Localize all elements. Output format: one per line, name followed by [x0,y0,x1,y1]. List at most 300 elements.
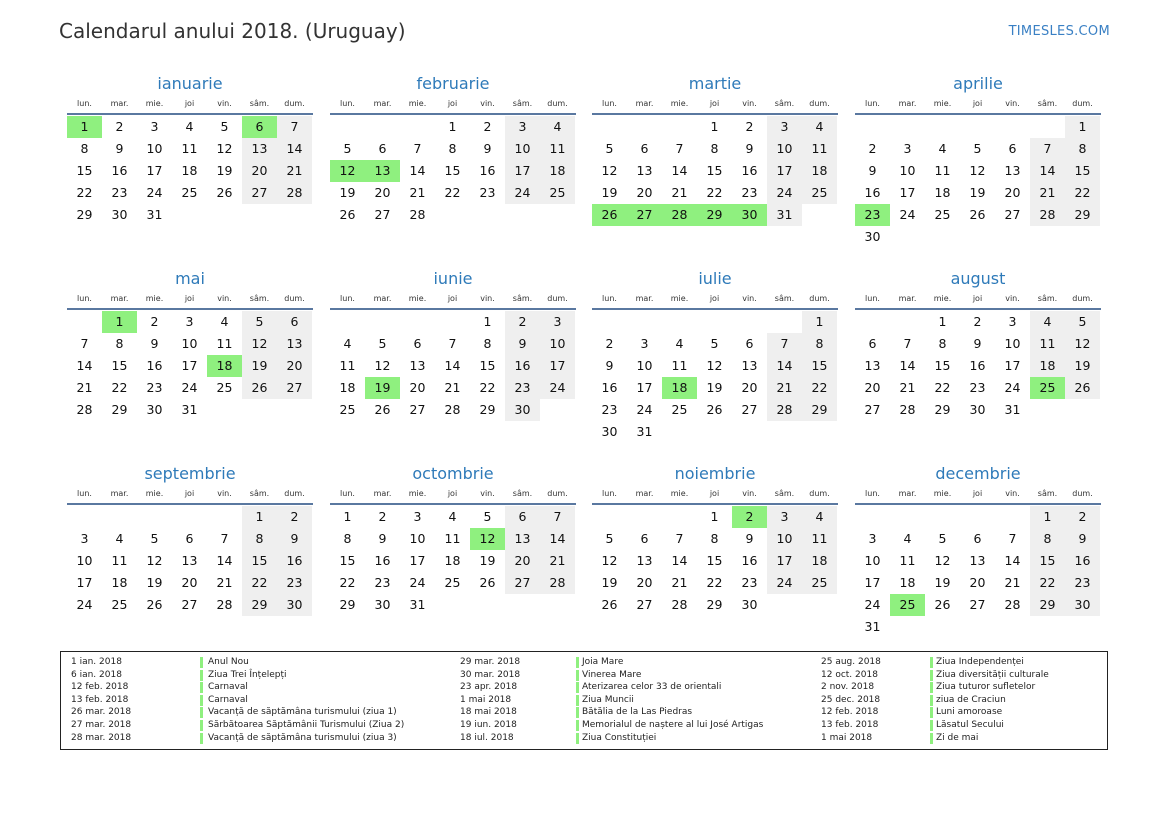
day-cell: 6 [413,336,422,351]
legend-date: 25 aug. 2018 [821,657,881,667]
day-cell: 11 [181,141,198,156]
day-cell: 30 [601,424,618,439]
day-cell: 2 [277,506,312,528]
empty-cell [627,506,662,528]
day-cell: 5 [973,141,982,156]
legend-date: 30 mar. 2018 [460,669,521,680]
weekday-label: sâm. [512,294,533,303]
empty-cell [767,311,802,333]
day-cell: 3 [1008,314,1017,329]
weekday-label: vin. [217,489,232,498]
day-cell: 17 [409,553,426,568]
empty-cell [102,506,137,528]
day-cell: 8 [1030,528,1065,550]
legend-date: 28 mar. 2018 [71,732,132,743]
empty-cell [662,116,697,138]
day-cell: 18 [444,553,461,568]
day-cell: 30 [505,399,540,421]
days-grid [855,116,1101,248]
legend-holiday-name: Ziua Independenței [936,657,1024,667]
day-cell: 9 [115,141,124,156]
month-decembrie [855,465,1101,638]
weekday-label: sâm. [512,489,533,498]
day-cell: 4 [448,509,457,524]
holiday-day: 12 [470,528,505,550]
day-cell: 4 [903,531,912,546]
weekday-label: lun. [77,489,92,498]
empty-cell [627,311,662,333]
day-cell: 29 [339,597,356,612]
day-cell: 28 [277,182,312,204]
month-septembrie [67,465,313,616]
days-grid [67,116,313,226]
weekday-label: sâm. [1037,99,1058,108]
legend-holiday-name: Joia Mare [582,657,624,667]
month-februarie [330,75,576,226]
weekday-label: lun. [602,489,617,498]
day-cell: 14 [767,355,802,377]
day-cell: 6 [868,336,877,351]
days-grid [592,311,838,443]
weekday-label: joi [972,489,983,498]
day-cell: 2 [1065,506,1100,528]
day-cell: 5 [605,141,614,156]
weekday-label: lun. [602,99,617,108]
day-cell: 21 [1030,182,1065,204]
weekday-label: sâm. [774,489,795,498]
day-cell: 15 [1065,160,1100,182]
day-cell: 11 [671,358,688,373]
day-cell: 20 [864,380,881,395]
month-name: octombrie [412,464,494,483]
day-cell: 20 [741,380,758,395]
empty-cell [697,311,732,333]
day-cell: 18 [111,575,128,590]
day-cell: 13 [409,358,426,373]
legend-date: 1 mai 2018 [821,732,873,743]
empty-cell [435,311,470,333]
day-cell: 16 [505,355,540,377]
day-cell: 11 [934,163,951,178]
holiday-day: 28 [662,204,697,226]
day-cell: 2 [150,314,159,329]
weekday-label: joi [709,489,720,498]
empty-cell [172,506,207,528]
holiday-day: 23 [855,204,890,226]
day-cell: 29 [706,597,723,612]
day-cell: 7 [767,333,802,355]
empty-cell [662,311,697,333]
legend-date: 18 iul. 2018 [460,732,514,743]
weekday-header [855,99,1101,115]
legend-color-bar [930,657,933,668]
weekday-label: mar. [110,294,129,303]
day-cell: 6 [505,506,540,528]
day-cell: 17 [146,163,163,178]
weekday-label: mie. [670,294,689,303]
day-cell: 14 [540,528,575,550]
day-cell: 15 [339,553,356,568]
day-cell: 29 [76,207,93,222]
day-cell: 1 [483,314,492,329]
day-cell: 17 [767,160,802,182]
day-cell: 23 [146,380,163,395]
holiday-day: 12 [330,160,365,182]
empty-cell [732,311,767,333]
day-cell: 26 [216,185,233,200]
day-cell: 16 [146,358,163,373]
day-cell: 2 [378,509,387,524]
legend-date: 23 apr. 2018 [460,682,518,693]
weekday-header [67,294,313,310]
day-cell: 9 [505,333,540,355]
day-cell: 21 [767,377,802,399]
day-cell: 3 [150,119,159,134]
weekday-label: mar. [635,294,654,303]
day-cell: 4 [540,116,575,138]
day-cell: 9 [483,141,492,156]
day-cell: 4 [1030,311,1065,333]
day-cell: 8 [343,531,352,546]
weekday-label: joi [972,294,983,303]
day-cell: 11 [540,138,575,160]
day-cell: 10 [409,531,426,546]
day-cell: 25 [802,572,837,594]
day-cell: 20 [505,550,540,572]
day-cell: 11 [216,336,233,351]
day-cell: 3 [505,116,540,138]
day-cell: 17 [767,550,802,572]
day-cell: 20 [636,185,653,200]
day-cell: 18 [540,160,575,182]
weekday-label: mie. [670,489,689,498]
day-cell: 11 [802,528,837,550]
empty-cell [207,506,242,528]
day-cell: 25 [802,182,837,204]
weekday-label: mar. [898,489,917,498]
day-cell: 13 [636,163,653,178]
weekday-label: dum. [1072,489,1093,498]
day-cell: 26 [934,597,951,612]
day-cell: 18 [802,160,837,182]
legend-date: 26 mar. 2018 [71,707,132,718]
day-cell: 14 [899,358,916,373]
day-cell: 20 [181,575,198,590]
month-name: mai [175,269,205,288]
legend-date: 25 dec. 2018 [821,694,881,705]
day-cell: 30 [277,594,312,616]
empty-cell [627,116,662,138]
day-cell: 24 [76,597,93,612]
day-cell: 3 [185,314,194,329]
empty-cell [592,311,627,333]
day-cell: 31 [181,402,198,417]
empty-cell [960,116,995,138]
day-cell: 3 [903,141,912,156]
legend-date: 1 ian. 2018 [71,657,122,667]
day-cell: 1 [802,311,837,333]
weekday-label: lun. [340,99,355,108]
day-cell: 4 [938,141,947,156]
day-cell: 19 [242,355,277,377]
weekday-label: vin. [480,99,495,108]
day-cell: 13 [864,358,881,373]
day-cell: 12 [601,163,618,178]
day-cell: 1 [710,509,719,524]
day-cell: 21 [277,160,312,182]
weekday-label: lun. [865,99,880,108]
day-cell: 14 [671,553,688,568]
day-cell: 3 [868,531,877,546]
day-cell: 2 [115,119,124,134]
day-cell: 7 [675,141,684,156]
day-cell: 3 [767,116,802,138]
month-name: septembrie [144,464,236,483]
day-cell: 15 [444,163,461,178]
day-cell: 23 [969,380,986,395]
empty-cell [592,506,627,528]
weekday-label: mar. [635,99,654,108]
day-cell: 17 [181,358,198,373]
day-cell: 30 [111,207,128,222]
day-cell: 12 [216,141,233,156]
day-cell: 13 [505,528,540,550]
day-cell: 19 [969,185,986,200]
day-cell: 30 [146,402,163,417]
day-cell: 16 [969,358,986,373]
day-cell: 19 [601,575,618,590]
day-cell: 3 [540,311,575,333]
day-cell: 4 [343,336,352,351]
day-cell: 18 [339,380,356,395]
day-cell: 12 [146,553,163,568]
day-cell: 31 [636,424,653,439]
weekday-label: vin. [742,99,757,108]
legend-date: 2 nov. 2018 [821,682,875,693]
weekday-label: sâm. [1037,294,1058,303]
days-grid [330,311,576,421]
days-grid [592,506,838,616]
weekday-label: dum. [284,489,305,498]
weekday-label: sâm. [249,294,270,303]
day-cell: 8 [80,141,89,156]
empty-cell [662,506,697,528]
day-cell: 24 [505,182,540,204]
legend-color-bar [200,670,203,681]
legend-holiday-name: Ziua tuturor sufletelor [936,682,1036,693]
day-cell: 10 [540,333,575,355]
day-cell: 11 [111,553,128,568]
month-name: ianuarie [157,74,223,93]
day-cell: 25 [671,402,688,417]
day-cell: 14 [216,553,233,568]
day-cell: 10 [181,336,198,351]
weekday-label: lun. [602,294,617,303]
weekday-header [67,489,313,505]
day-cell: 29 [479,402,496,417]
day-cell: 22 [706,575,723,590]
day-cell: 20 [374,185,391,200]
legend-holiday-name: Anul Nou [208,657,249,667]
day-cell: 21 [216,575,233,590]
month-august [855,270,1101,421]
day-cell: 17 [899,185,916,200]
day-cell: 27 [374,207,391,222]
legend-holiday-name: Luni amoroase [936,707,1003,718]
day-cell: 28 [767,399,802,421]
day-cell: 22 [444,185,461,200]
weekday-label: joi [447,294,458,303]
days-grid [330,116,576,226]
day-cell: 10 [146,141,163,156]
empty-cell [890,506,925,528]
day-cell: 15 [934,358,951,373]
weekday-label: mie. [145,489,164,498]
day-cell: 27 [636,597,653,612]
days-grid [330,506,576,616]
day-cell: 8 [710,141,719,156]
empty-cell [67,506,102,528]
page-title: Calendarul anului 2018. (Uruguay) [59,19,406,43]
day-cell: 24 [767,572,802,594]
day-cell: 4 [675,336,684,351]
day-cell: 17 [76,575,93,590]
weekday-label: dum. [547,294,568,303]
day-cell: 16 [741,553,758,568]
day-cell: 7 [413,141,422,156]
day-cell: 6 [973,531,982,546]
month-octombrie [330,465,576,616]
legend-color-bar [930,670,933,681]
day-cell: 16 [374,553,391,568]
day-cell: 9 [277,528,312,550]
day-cell: 5 [938,531,947,546]
day-cell: 19 [706,380,723,395]
day-cell: 9 [868,163,877,178]
weekday-label: sâm. [249,489,270,498]
day-cell: 6 [640,141,649,156]
day-cell: 2 [973,314,982,329]
legend-color-bar [576,695,579,706]
day-cell: 21 [671,575,688,590]
day-cell: 22 [111,380,128,395]
day-cell: 15 [111,358,128,373]
weekday-label: mar. [373,99,392,108]
legend-color-bar [576,720,579,731]
brand-link[interactable]: TIMESLES.COM [1008,24,1110,39]
day-cell: 3 [640,336,649,351]
empty-cell [330,311,365,333]
day-cell: 28 [409,207,426,222]
empty-cell [400,116,435,138]
legend-holiday-name: Carnaval [208,682,248,693]
day-cell: 11 [899,553,916,568]
legend-date: 12 feb. 2018 [821,707,879,718]
month-name: august [950,269,1006,288]
day-cell: 30 [864,229,881,244]
day-cell: 26 [479,575,496,590]
month-aprilie [855,75,1101,248]
legend-holiday-name: ziua de Craciun [936,694,1006,705]
day-cell: 14 [671,163,688,178]
month-iunie [330,270,576,421]
day-cell: 16 [111,163,128,178]
day-cell: 26 [242,377,277,399]
legend-holiday-name: Ziua Constituției [582,732,657,743]
day-cell: 26 [1065,377,1100,399]
month-name: aprilie [953,74,1003,93]
day-cell: 5 [150,531,159,546]
day-cell: 29 [111,402,128,417]
day-cell: 15 [479,358,496,373]
month-name: iunie [433,269,473,288]
day-cell: 27 [242,182,277,204]
weekday-label: vin. [217,294,232,303]
day-cell: 14 [76,358,93,373]
day-cell: 19 [934,575,951,590]
day-cell: 21 [899,380,916,395]
holiday-day: 26 [592,204,627,226]
weekday-label: dum. [809,99,830,108]
day-cell: 6 [640,531,649,546]
holiday-day: 18 [207,355,242,377]
weekday-label: joi [184,489,195,498]
days-grid [855,311,1101,421]
legend-color-bar [200,682,203,693]
weekday-label: mie. [408,489,427,498]
day-cell: 12 [374,358,391,373]
month-martie [592,75,838,226]
weekday-label: mie. [670,99,689,108]
day-cell: 19 [146,575,163,590]
day-cell: 2 [745,119,754,134]
weekday-label: vin. [217,99,232,108]
day-cell: 26 [339,207,356,222]
month-name: martie [688,74,742,93]
day-cell: 30 [374,597,391,612]
weekday-label: mar. [373,294,392,303]
day-cell: 24 [540,377,575,399]
day-cell: 19 [216,163,233,178]
legend-color-bar [930,682,933,693]
day-cell: 3 [767,506,802,528]
empty-cell [995,116,1030,138]
day-cell: 22 [934,380,951,395]
holiday-day: 13 [365,160,400,182]
weekday-label: mar. [898,294,917,303]
weekday-label: lun. [77,294,92,303]
day-cell: 22 [802,377,837,399]
day-cell: 28 [671,597,688,612]
day-cell: 6 [745,336,754,351]
legend-holiday-name: Ziua diversității culturale [936,669,1049,680]
day-cell: 4 [185,119,194,134]
empty-cell [1030,116,1065,138]
day-cell: 7 [903,336,912,351]
weekday-label: joi [447,99,458,108]
day-cell: 13 [181,553,198,568]
day-cell: 24 [1004,380,1021,395]
day-cell: 8 [710,531,719,546]
day-cell: 25 [111,597,128,612]
days-grid [67,311,313,421]
day-cell: 9 [973,336,982,351]
day-cell: 9 [605,358,614,373]
day-cell: 19 [479,553,496,568]
day-cell: 20 [242,160,277,182]
weekday-label: sâm. [1037,489,1058,498]
legend-holiday-name: Memorialul de naștere al lui José Artigas [582,719,764,730]
